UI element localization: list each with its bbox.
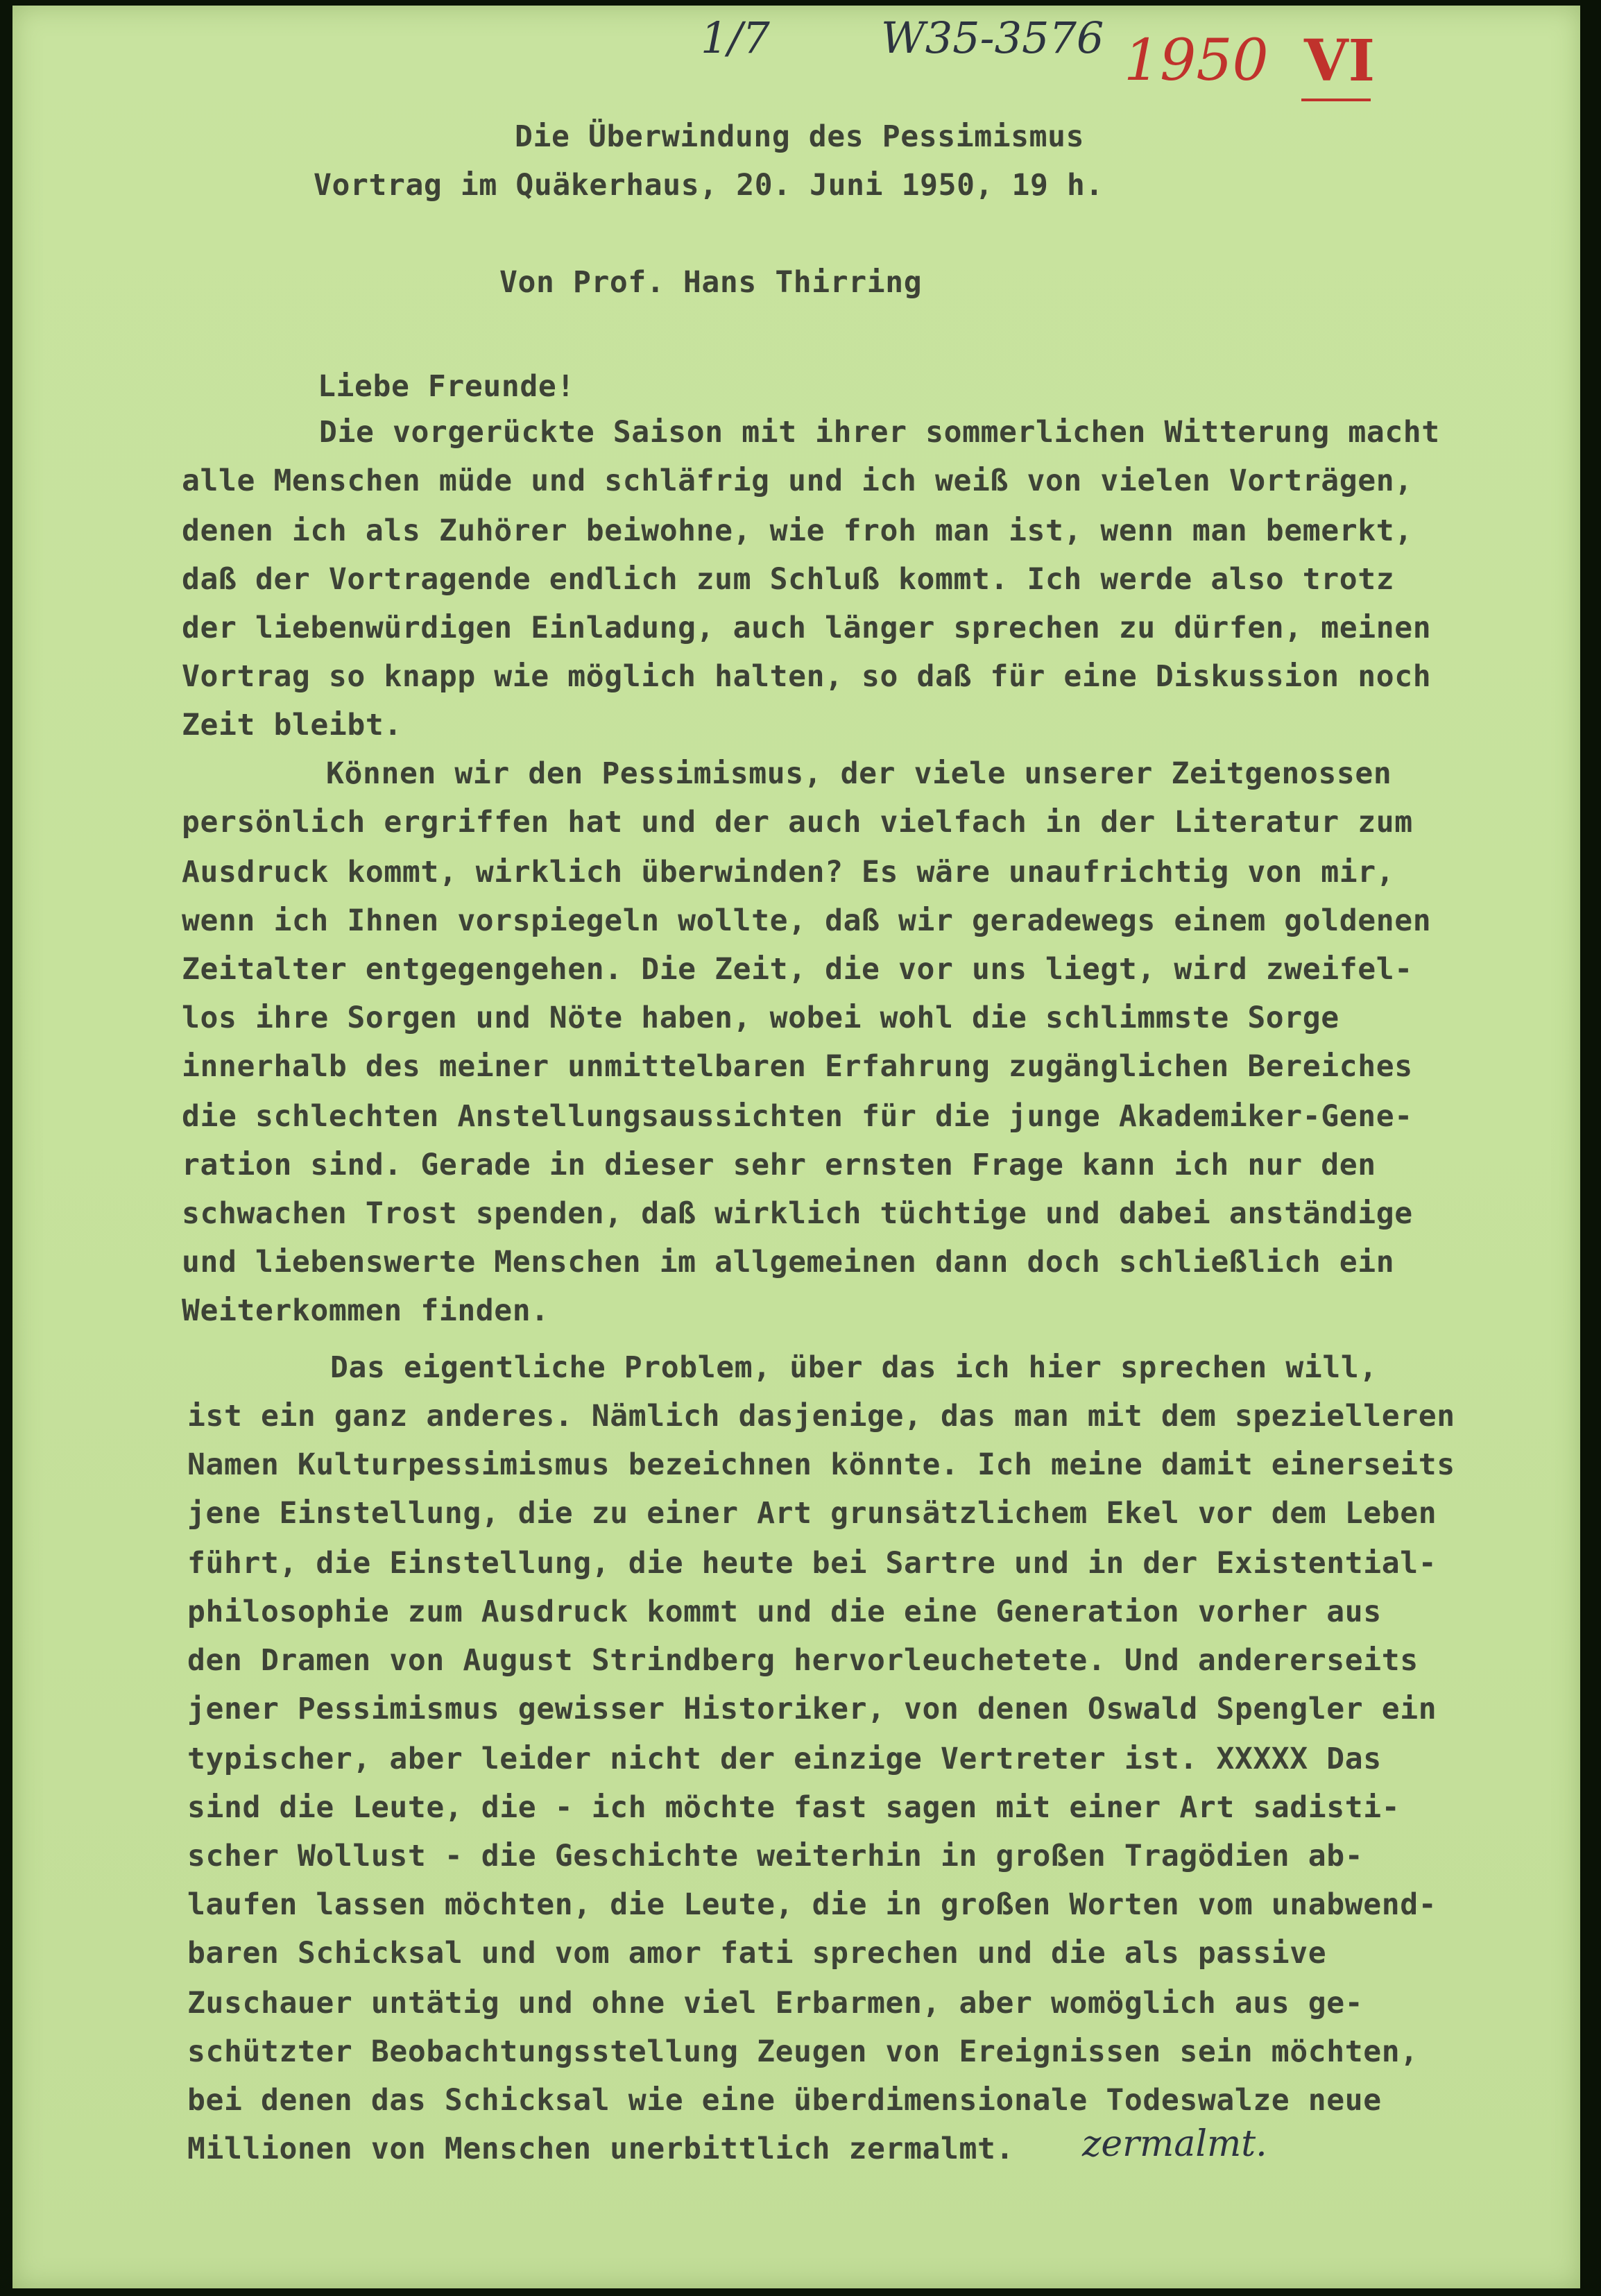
text-line: laufen lassen möchten, die Leute, die in großen Worten vom unabwend-	[187, 1887, 1437, 1922]
handwritten-correction: zermalmt.	[1082, 2123, 1267, 2165]
text-line: los ihre Sorgen und Nöte haben, wobei wohl die schlimmste Sorge	[182, 1001, 1339, 1035]
text-line: innerhalb des meiner unmittelbaren Erfahrung zugänglichen Bereiches	[182, 1049, 1413, 1084]
text-line: ist ein ganz anderes. Nämlich dasjenige, das man mit dem spezielleren	[187, 1399, 1455, 1434]
text-line: Zeit bleibt.	[182, 708, 402, 742]
scan-edge	[1580, 0, 1601, 2296]
text-line: ration sind. Gerade in dieser sehr ernsten Frage kann ich nur den	[182, 1148, 1376, 1182]
text-line: Zuschauer untätig und ohne viel Erbarmen, aber womöglich aus ge-	[187, 1986, 1364, 2021]
text-line: Vortrag so knapp wie möglich halten, so daß für eine Diskussion noch	[182, 659, 1432, 694]
text-line: baren Schicksal und vom amor fati sprechen und die als passive	[187, 1936, 1327, 1971]
text-line: den Dramen von August Strindberg hervorleuchetete. Und andererseits	[187, 1643, 1419, 1678]
text-line: Weiterkommen finden.	[182, 1293, 549, 1328]
text-line: führt, die Einstellung, die heute bei Sartre und in der Existential-	[187, 1546, 1437, 1581]
text-line: wenn ich Ihnen vorspiegeln wollte, daß wir geradewegs einem goldenen	[182, 903, 1432, 938]
roman-numeral-underline	[1301, 99, 1371, 101]
salutation: Liebe Freunde!	[318, 369, 575, 404]
text-line: Die vorgerückte Saison mit ihrer sommerlichen Witterung macht	[319, 415, 1440, 450]
folio-annotation: 1/7	[701, 12, 770, 63]
text-line: die schlechten Anstellungsaussichten für die junge Akademiker-Gene-	[182, 1099, 1413, 1134]
text-line: persönlich ergriffen hat und der auch vielfach in der Literatur zum	[182, 805, 1413, 840]
author-line: Von Prof. Hans Thirring	[499, 265, 923, 300]
archive-number-annotation: W35-3576	[881, 12, 1104, 63]
text-line: Millionen von Menschen unerbittlich zermalmt.	[187, 2132, 1014, 2166]
text-line: und liebenswerte Menschen im allgemeinen dann doch schließlich ein	[182, 1245, 1395, 1279]
text-line: schützter Beobachtungsstellung Zeugen von Ereignissen sein möchten,	[187, 2034, 1419, 2069]
text-line: typischer, aber leider nicht der einzige Vertreter ist. XXXXX Das	[187, 1742, 1382, 1776]
text-line: jene Einstellung, die zu einer Art grunsätzlichem Ekel vor dem Leben	[187, 1496, 1437, 1531]
text-line: sind die Leute, die - ich möchte fast sagen mit einer Art sadisti-	[187, 1790, 1401, 1825]
text-line: bei denen das Schicksal wie eine überdimensionale Todeswalze neue	[187, 2083, 1382, 2118]
text-line: scher Wollust - die Geschichte weiterhin in großen Tragödien ab-	[187, 1839, 1364, 1873]
text-line: daß der Vortragende endlich zum Schluß kommt. Ich werde also trotz	[182, 562, 1395, 597]
text-line: alle Menschen müde und schläfrig und ich weiß von vielen Vorträgen,	[182, 464, 1413, 498]
text-line: Das eigentliche Problem, über das ich hier sprechen will,	[330, 1350, 1378, 1385]
year-annotation: 1950	[1124, 28, 1269, 94]
text-line: jener Pessimismus gewisser Historiker, von denen Oswald Spengler ein	[187, 1692, 1437, 1726]
roman-numeral-annotation: VI	[1304, 28, 1375, 94]
title-line-2: Vortrag im Quäkerhaus, 20. Juni 1950, 19 h.	[314, 168, 1104, 203]
text-line: Können wir den Pessimismus, der viele unserer Zeitgenossen	[326, 756, 1392, 791]
text-line: Namen Kulturpessimismus bezeichnen könnte. Ich meine damit einerseits	[187, 1447, 1455, 1482]
text-line: Ausdruck kommt, wirklich überwinden? Es wäre unaufrichtig von mir,	[182, 855, 1395, 890]
text-line: der liebenwürdigen Einladung, auch länger sprechen zu dürfen, meinen	[182, 611, 1432, 645]
text-line: denen ich als Zuhörer beiwohne, wie froh man ist, wenn man bemerkt,	[182, 513, 1413, 548]
text-line: philosophie zum Ausdruck kommt und die eine Generation vorher aus	[187, 1595, 1382, 1629]
text-line: schwachen Trost spenden, daß wirklich tüchtige und dabei anständige	[182, 1196, 1413, 1231]
text-line: Zeitalter entgegengehen. Die Zeit, die vor uns liegt, wird zweifel-	[182, 952, 1413, 987]
title-line-1: Die Überwindung des Pessimismus	[515, 119, 1085, 154]
